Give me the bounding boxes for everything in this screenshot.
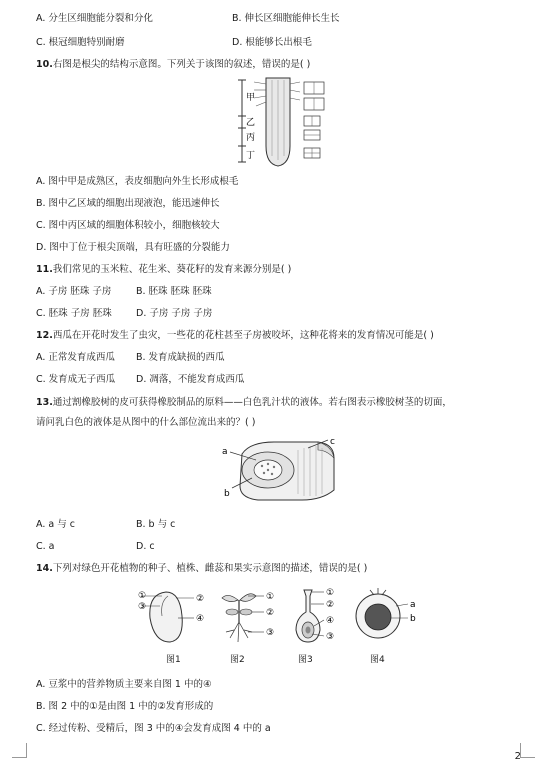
q11-option-a: A. 子房 胚珠 子房 [36, 286, 112, 297]
q10-label-yi: 乙 [246, 118, 256, 128]
fig3-circled-2: ② [326, 600, 335, 610]
page-number: 2 [514, 751, 521, 762]
q10-label-ding: 丁 [246, 151, 256, 161]
q10-option-c: C. 图中丙区域的细胞体积较小，细胞核较大 [36, 220, 220, 231]
q10-stem [36, 58, 310, 71]
q11-stem [36, 263, 291, 276]
q14-stem [36, 562, 367, 575]
fig4-label-a: a [410, 600, 416, 610]
q11-option-c: C. 胚珠 子房 胚珠 [36, 308, 112, 319]
q13-option-a: A. a 与 c [36, 519, 75, 530]
q13-option-d: D. c [136, 541, 155, 552]
q13-stem-line1 [36, 396, 452, 409]
q12-option-d: D. 凋落，不能发育成西瓜 [136, 374, 245, 385]
fig3-circled-3: ③ [326, 632, 335, 642]
fig3-circled-1: ① [326, 588, 335, 598]
q10-label-bing: 丙 [246, 133, 256, 143]
pistil-figure [290, 586, 344, 646]
q10-option-d: D. 图中丁位于根尖顶端，具有旺盛的分裂能力 [36, 242, 230, 253]
q14-number: 14. [36, 563, 53, 574]
fig2-circled-2: ② [266, 608, 275, 618]
fig2-circled-3: ③ [266, 628, 275, 638]
q13-option-c: C. a [36, 541, 55, 552]
prev-option-a: A. 分生区细胞能分裂和分化 [36, 13, 153, 24]
seedling-figure [218, 586, 280, 646]
prev-option-d: D. 根能够长出根毛 [232, 37, 312, 48]
fig2-caption: 图2 [230, 655, 245, 665]
q10-option-b: B. 图中乙区域的细胞出现液泡，能迅速伸长 [36, 198, 220, 209]
q12-stem [36, 329, 434, 342]
fig4-label-b: b [410, 614, 416, 624]
fig4-caption: 图4 [370, 655, 385, 665]
q13-stem-text-1: 通过割橡胶树的皮可获得橡胶制品的原料——白色乳汁状的液体。若右图表示橡胶树茎的切面， [52, 397, 452, 408]
prev-option-c: C. 根冠细胞特别耐磨 [36, 37, 125, 48]
rubber-tree-stem-figure [222, 436, 352, 504]
fruit-figure [350, 586, 420, 646]
q11-stem-text: 我们常见的玉米粒、花生米、葵花籽的发育来源分别是( ) [52, 264, 292, 275]
q11-number: 11. [36, 264, 53, 275]
q11-option-b: B. 胚珠 胚珠 胚珠 [136, 286, 212, 297]
fig3-caption: 图3 [298, 655, 313, 665]
q12-option-a: A. 正常发育成西瓜 [36, 352, 115, 363]
q10-number: 10. [36, 59, 53, 70]
fig1-circled-3: ③ [138, 602, 147, 612]
q12-stem-text: 西瓜在开花时发生了虫灾，一些花的花柱甚至子房被咬坏，这种花将来的发育情况可能是( ) [52, 330, 434, 341]
corner-mark-bottom-right [520, 743, 535, 758]
q13-label-b: b [224, 489, 230, 499]
q12-option-c: C. 发育成无子西瓜 [36, 374, 116, 385]
q10-label-jia: 甲 [246, 93, 256, 103]
q13-number: 13. [36, 397, 53, 408]
q13-label-c: c [330, 437, 335, 447]
fig1-caption: 图1 [166, 655, 181, 665]
root-tip-figure [232, 76, 332, 168]
fig3-circled-4: ④ [326, 616, 335, 626]
q10-stem-text: 右图是根尖的结构示意图。下列关于该图的叙述，错误的是( ) [52, 59, 311, 70]
q14-stem-text: 下列对绿色开花植物的种子、植株、雌蕊和果实示意图的描述，错误的是( ) [52, 563, 368, 574]
fig1-circled-4: ④ [196, 614, 205, 624]
q14-option-c: C. 经过传粉、受精后，图 3 中的④会发育成图 4 中的 a [36, 723, 271, 734]
fig1-circled-1: ① [138, 591, 147, 601]
q14-option-b: B. 图 2 中的①是由图 1 中的②发育形成的 [36, 701, 214, 712]
corner-mark-bottom-left [12, 743, 27, 758]
q13-option-b: B. b 与 c [136, 519, 176, 530]
q10-option-a: A. 图中甲是成熟区，表皮细胞向外生长形成根毛 [36, 176, 239, 187]
prev-option-b: B. 伸长区细胞能伸长生长 [232, 13, 340, 24]
q13-label-a: a [222, 447, 228, 457]
fig1-circled-2: ② [196, 594, 205, 604]
q12-number: 12. [36, 330, 53, 341]
q13-stem-line2: 请问乳白色的液体是从图中的什么部位流出来的？( ) [36, 417, 256, 428]
q11-option-d: D. 子房 子房 子房 [136, 308, 213, 319]
seed-figure [140, 588, 210, 646]
fig2-circled-1: ① [266, 592, 275, 602]
q14-option-a: A. 豆浆中的营养物质主要来自图 1 中的④ [36, 679, 212, 690]
q12-option-b: B. 发育成缺损的西瓜 [136, 352, 225, 363]
